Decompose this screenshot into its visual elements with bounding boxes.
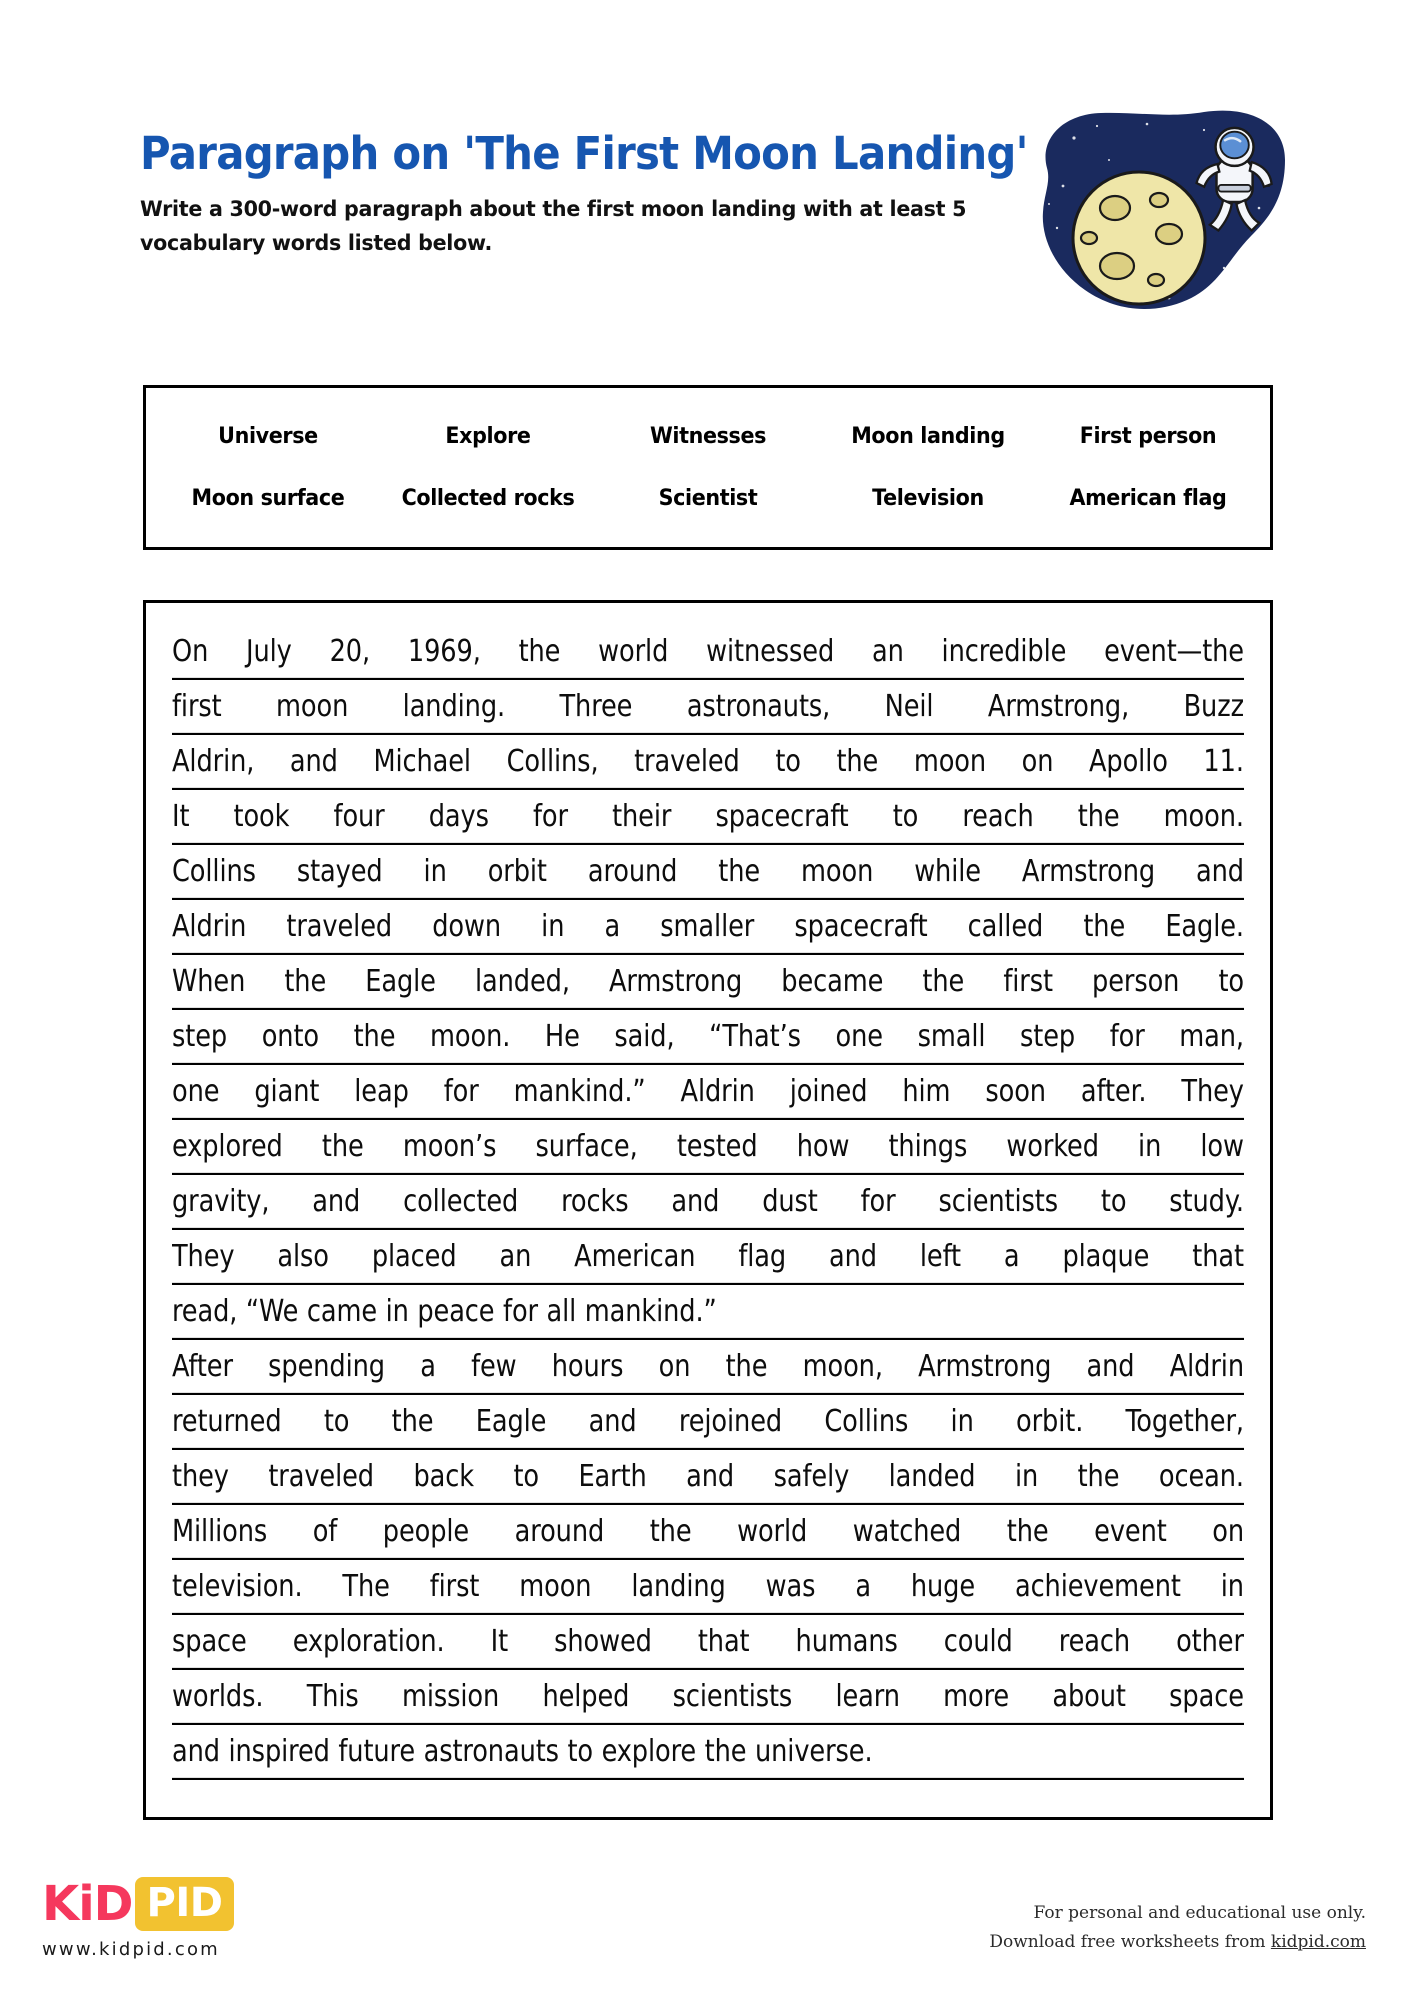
- paragraph-word: after.: [1080, 1073, 1147, 1109]
- paragraph-word: orbit.: [1016, 1403, 1084, 1439]
- paragraph-word: the: [284, 963, 327, 999]
- paragraph-word: landing: [631, 1568, 726, 1604]
- paragraph-word: the: [704, 1733, 747, 1769]
- vocabulary-word: Scientist: [658, 486, 758, 511]
- paragraph-word: in: [1138, 1128, 1162, 1164]
- paragraph-word: learn: [835, 1678, 900, 1714]
- paragraph-word: left: [919, 1238, 961, 1274]
- paragraph-word: spending: [268, 1348, 385, 1384]
- paragraph-word: could: [943, 1623, 1013, 1659]
- paragraph-word: peace: [417, 1293, 495, 1329]
- paragraph-line: [172, 842, 1244, 900]
- paragraph-word: moon’s: [402, 1128, 497, 1164]
- paragraph-line: [172, 1282, 1244, 1340]
- paragraph-word: Aldrin: [680, 1073, 755, 1109]
- paragraph-word: moon: [801, 853, 874, 889]
- paragraph-line: [172, 1722, 1244, 1780]
- paragraph-word: to: [513, 1458, 539, 1494]
- paragraph-word: explore: [601, 1733, 697, 1769]
- paragraph-word: a: [1003, 1238, 1020, 1274]
- paragraph-word: in: [541, 908, 565, 944]
- vocabulary-word: First person: [1079, 424, 1217, 449]
- paragraph-word: to: [892, 798, 919, 834]
- paragraph-word: joined: [789, 1073, 868, 1109]
- paragraph-word: to: [1100, 1183, 1127, 1219]
- paragraph-word: back: [413, 1458, 474, 1494]
- paragraph-word: they: [172, 1458, 229, 1494]
- paragraph-word: more: [943, 1678, 1010, 1714]
- paragraph-word: on: [1021, 743, 1054, 779]
- paragraph-word: in: [950, 1403, 974, 1439]
- paragraph-word: Armstrong,: [987, 688, 1130, 724]
- logo-website-url: www.kidpid.com: [42, 1939, 220, 1960]
- paragraph-word: It: [490, 1623, 509, 1659]
- paragraph-word: moon: [519, 1568, 592, 1604]
- logo-kid-text: KiD: [42, 1876, 133, 1932]
- paragraph-word: few: [471, 1348, 517, 1384]
- paragraph-word: spacecraft: [715, 798, 849, 834]
- paragraph-line: [172, 1502, 1244, 1560]
- paragraph-word: first: [1003, 963, 1053, 999]
- paragraph-word: Eagle: [475, 1403, 547, 1439]
- vocabulary-word: Witnesses: [649, 424, 767, 449]
- paragraph-word: for: [1109, 1018, 1145, 1054]
- paragraph-word: and: [829, 1238, 877, 1274]
- vocabulary-row: [158, 468, 1258, 530]
- paragraph-word: the: [321, 1128, 364, 1164]
- paragraph-word: hours: [551, 1348, 624, 1384]
- paragraph-word: traveled: [634, 743, 740, 779]
- paragraph-word: tested: [676, 1128, 758, 1164]
- paragraph-word: worlds.: [172, 1678, 264, 1714]
- paragraph-word: step: [172, 1018, 228, 1054]
- paragraph-word: the: [836, 743, 879, 779]
- paragraph-word: inspired: [228, 1733, 330, 1769]
- paragraph-word: that: [697, 1623, 750, 1659]
- paragraph-word: When: [172, 963, 246, 999]
- paragraph-word: the: [718, 853, 761, 889]
- paragraph-word: for: [443, 1073, 479, 1109]
- paragraph-word: Buzz: [1183, 688, 1244, 724]
- paragraph-word: huge: [910, 1568, 976, 1604]
- paragraph-word: all: [546, 1293, 577, 1329]
- paragraph-word: incredible: [941, 633, 1067, 669]
- paragraph-word: achievement: [1014, 1568, 1181, 1604]
- paragraph-word: of: [312, 1513, 338, 1549]
- paragraph-word: Michael: [373, 743, 471, 779]
- paragraph-word: the: [922, 963, 965, 999]
- paragraph-word: on: [658, 1348, 691, 1384]
- astronaut-moon-illustration: [1019, 108, 1289, 323]
- paragraph-word: around: [587, 853, 678, 889]
- paragraph-line: [172, 1227, 1244, 1285]
- paragraph-word: universe.: [754, 1733, 873, 1769]
- paragraph-word: space: [172, 1623, 247, 1659]
- paragraph-word: After: [172, 1348, 233, 1384]
- paragraph-word: and: [172, 1733, 220, 1769]
- paragraph-word: onto: [261, 1018, 319, 1054]
- paragraph-word: Armstrong: [918, 1348, 1052, 1384]
- paragraph-line: [172, 622, 1244, 680]
- paragraph-word: him: [902, 1073, 951, 1109]
- paragraph-word: television.: [172, 1568, 303, 1604]
- paragraph-word: about: [1052, 1678, 1126, 1714]
- paragraph-word: things: [888, 1128, 968, 1164]
- paragraph-line: [172, 787, 1244, 845]
- paragraph-word: Eagle.: [1165, 908, 1244, 944]
- paragraph-word: and: [686, 1458, 735, 1494]
- paragraph-word: July: [246, 633, 292, 669]
- paragraph-word: worked: [1006, 1128, 1099, 1164]
- paragraph-word: He: [544, 1018, 580, 1054]
- paragraph-word: that: [1192, 1238, 1244, 1274]
- paragraph-word: moon.: [430, 1018, 511, 1054]
- paragraph-word: in: [385, 1293, 409, 1329]
- page-title: Paragraph on 'The First Moon Landing': [140, 127, 1028, 180]
- vocabulary-word: Moon landing: [851, 424, 1005, 449]
- paragraph-word: in: [1220, 1568, 1244, 1604]
- paragraph-word: the: [353, 1018, 396, 1054]
- paragraph-word: spacecraft: [794, 908, 928, 944]
- paragraph-word: small: [917, 1018, 986, 1054]
- paragraph-word: moon: [276, 688, 349, 724]
- paragraph-word: an: [499, 1238, 532, 1274]
- paragraph-word: leap: [354, 1073, 409, 1109]
- paragraph-word: rejoined: [678, 1403, 783, 1439]
- paragraph-word: a: [855, 1568, 871, 1604]
- paragraph-word: how: [796, 1128, 850, 1164]
- paragraph-word: in: [423, 853, 447, 889]
- paragraph-word: was: [765, 1568, 816, 1604]
- vocabulary-word: Explore: [445, 424, 531, 449]
- paragraph-word: smaller: [660, 908, 755, 944]
- paragraph-word: They: [1181, 1073, 1244, 1109]
- paragraph-word: step: [1020, 1018, 1076, 1054]
- vocabulary-word: Collected rocks: [401, 486, 575, 511]
- paragraph-word: Earth: [578, 1458, 647, 1494]
- paragraph-word: Collins: [172, 853, 256, 889]
- paragraph-line: [172, 952, 1244, 1010]
- paragraph-word: surface,: [535, 1128, 638, 1164]
- vocabulary-row: [158, 406, 1258, 468]
- paragraph-word: and: [312, 1183, 361, 1219]
- paragraph-word: and: [1086, 1348, 1135, 1384]
- paragraph-word: world: [598, 633, 669, 669]
- paragraph-line: [172, 1557, 1244, 1615]
- paragraph-word: took: [233, 798, 290, 834]
- paragraph-word: came: [306, 1293, 378, 1329]
- paragraph-word: said,: [614, 1018, 675, 1054]
- paragraph-word: landed: [888, 1458, 976, 1494]
- paragraph-word: to: [775, 743, 801, 779]
- paragraph-word: around: [514, 1513, 605, 1549]
- paragraph-word: Eagle: [365, 963, 436, 999]
- paragraph-word: for: [860, 1183, 896, 1219]
- page-footer: [0, 1820, 1414, 2000]
- paragraph-word: called: [967, 908, 1044, 944]
- paragraph-word: their: [612, 798, 672, 834]
- paragraph-word: the: [1077, 798, 1120, 834]
- paragraph-word: It: [172, 798, 190, 834]
- paragraph-word: read,: [172, 1293, 238, 1329]
- kidpid-link[interactable]: kidpid.com: [1270, 1932, 1366, 1953]
- paragraph-word: four: [333, 798, 385, 834]
- paragraph-word: watched: [852, 1513, 962, 1549]
- vocabulary-word: American flag: [1069, 486, 1227, 511]
- paragraph-word: humans: [795, 1623, 898, 1659]
- paragraph-word: an: [871, 633, 904, 669]
- paragraph-word: moon: [913, 743, 987, 779]
- paragraph-word: down: [432, 908, 502, 944]
- paragraph-word: first: [429, 1568, 480, 1604]
- paragraph-line: [172, 1062, 1244, 1120]
- paragraph-word: low: [1200, 1128, 1244, 1164]
- footer-note-line-1: For personal and educational use only.: [1033, 1902, 1366, 1923]
- paragraph-word: landing.: [402, 688, 506, 724]
- paragraph-word: the: [1077, 1458, 1120, 1494]
- paragraph-word: for: [533, 798, 568, 834]
- paragraph-line: [172, 732, 1244, 790]
- footer-note-line-2: [989, 1928, 1366, 1958]
- paragraph-word: and: [1196, 853, 1244, 889]
- paragraph-word: traveled: [268, 1458, 374, 1494]
- paragraph-word: gravity,: [172, 1183, 270, 1219]
- paragraph-word: reach: [1058, 1623, 1131, 1659]
- paragraph-word: the: [391, 1403, 434, 1439]
- paragraph-word: space: [1169, 1678, 1244, 1714]
- paragraph-word: safely: [773, 1458, 850, 1494]
- paragraph-line: [172, 1447, 1244, 1505]
- paragraph-word: people: [382, 1513, 470, 1549]
- paragraph-word: showed: [554, 1623, 652, 1659]
- paragraph-word: first: [172, 688, 222, 724]
- vocabulary-word-bank: [143, 385, 1273, 550]
- paragraph-word: American: [574, 1238, 696, 1274]
- footer-usage-note: [989, 1899, 1366, 1959]
- paragraph-word: future: [338, 1733, 416, 1769]
- paragraph-word: helped: [542, 1678, 630, 1714]
- logo-pid-text: PID: [135, 1877, 235, 1931]
- paragraph-word: to: [323, 1403, 350, 1439]
- paragraph-word: moon,: [802, 1348, 883, 1384]
- paragraph-word: “We: [245, 1293, 299, 1329]
- footer-note-prefix: Download free worksheets from: [989, 1932, 1271, 1953]
- paragraph-word: man,: [1179, 1018, 1244, 1054]
- paragraph-word: collected: [403, 1183, 519, 1219]
- paragraph-word: Three: [559, 688, 633, 724]
- paragraph-word: ocean.: [1158, 1458, 1244, 1494]
- paragraph-word: placed: [371, 1238, 457, 1274]
- paragraph-word: also: [277, 1238, 329, 1274]
- paragraph-word: 1969,: [407, 633, 481, 669]
- paragraph-line: [172, 1337, 1244, 1395]
- paragraph-word: one: [835, 1018, 883, 1054]
- paragraph-word: on: [1212, 1513, 1244, 1549]
- paragraph-line: [172, 897, 1244, 955]
- paragraph-word: dust: [762, 1183, 818, 1219]
- paragraph-word: stayed: [296, 853, 383, 889]
- paragraph-word: scientists: [672, 1678, 793, 1714]
- paragraph-word: the: [1083, 908, 1126, 944]
- paragraph-line: [172, 677, 1244, 735]
- paragraph-word: Armstrong: [1021, 853, 1156, 889]
- paragraph-word: event—the: [1104, 633, 1244, 669]
- paragraph-word: witnessed: [706, 633, 835, 669]
- vocabulary-word: Universe: [218, 424, 318, 449]
- paragraph-word: 11.: [1203, 743, 1244, 779]
- paragraph-word: the: [649, 1513, 692, 1549]
- paragraph-word: reach: [962, 798, 1034, 834]
- paragraph-word: and: [289, 743, 338, 779]
- paragraph-word: exploration.: [292, 1623, 445, 1659]
- paragraph-word: other: [1176, 1623, 1244, 1659]
- paragraph-word: Aldrin: [1169, 1348, 1244, 1384]
- vocabulary-word: Moon surface: [191, 486, 345, 511]
- paragraph-word: “That’s: [709, 1018, 801, 1054]
- paragraph-word: This: [306, 1678, 359, 1714]
- paragraph-word: They: [172, 1238, 235, 1274]
- paragraph-word: traveled: [286, 908, 393, 944]
- paragraph-word: the: [1006, 1513, 1049, 1549]
- paragraph-word: Millions: [172, 1513, 268, 1549]
- paragraph-line: [172, 1392, 1244, 1450]
- paragraph-word: rocks: [561, 1183, 629, 1219]
- paragraph-word: one: [172, 1073, 220, 1109]
- paragraph-word: The: [342, 1568, 390, 1604]
- paragraph-word: explored: [172, 1128, 283, 1164]
- paragraph-word: returned: [172, 1403, 282, 1439]
- paragraph-word: and: [671, 1183, 720, 1219]
- paragraph-word: to: [1218, 963, 1244, 999]
- paragraph-word: to: [567, 1733, 594, 1769]
- paragraph-word: the: [518, 633, 561, 669]
- kidpid-logo: [42, 1877, 342, 1960]
- paragraph-word: astronauts: [423, 1733, 559, 1769]
- paragraph-word: mankind.”: [584, 1293, 717, 1329]
- paragraph-line: [172, 1612, 1244, 1670]
- paragraph-word: mission: [401, 1678, 500, 1714]
- paragraph-word: Collins: [824, 1403, 909, 1439]
- paragraph-word: Armstrong: [608, 963, 743, 999]
- paragraph-word: moon.: [1163, 798, 1244, 834]
- paragraph-line: [172, 1007, 1244, 1065]
- vocabulary-word: Television: [872, 486, 984, 511]
- paragraph-word: flag: [738, 1238, 787, 1274]
- instructions-text: Write a 300-word paragraph about the first moon landing with at least 5 vocabulary words listed below.: [140, 197, 967, 256]
- paragraph-word: Apollo: [1088, 743, 1168, 779]
- paragraph-word: astronauts,: [686, 688, 831, 724]
- paragraph-word: mankind.”: [513, 1073, 646, 1109]
- paragraph-line: [172, 1172, 1244, 1230]
- paragraph-word: plaque: [1062, 1238, 1150, 1274]
- paragraph-word: a: [420, 1348, 436, 1384]
- paragraph-word: Neil: [884, 688, 934, 724]
- paragraph-word: Together,: [1125, 1403, 1244, 1439]
- paragraph-word: the: [725, 1348, 768, 1384]
- paragraph-word: person: [1092, 963, 1180, 999]
- paragraph-writing-area[interactable]: [143, 600, 1273, 1820]
- paragraph-word: soon: [985, 1073, 1046, 1109]
- paragraph-word: for: [503, 1293, 538, 1329]
- paragraph-word: days: [428, 798, 489, 834]
- paragraph-word: Collins,: [506, 743, 599, 779]
- paragraph-word: in: [1014, 1458, 1039, 1494]
- paragraph-word: On: [172, 633, 209, 669]
- paragraph-line: [172, 1117, 1244, 1175]
- paragraph-word: Aldrin: [172, 908, 247, 944]
- paragraph-word: and: [588, 1403, 637, 1439]
- paragraph-word: scientists: [938, 1183, 1058, 1219]
- paragraph-word: became: [781, 963, 884, 999]
- paragraph-word: 20,: [329, 633, 371, 669]
- paragraph-word: giant: [254, 1073, 320, 1109]
- paragraph-word: a: [604, 908, 621, 944]
- paragraph-word: landed,: [474, 963, 570, 999]
- paragraph-word: study.: [1169, 1183, 1244, 1219]
- paragraph-word: event: [1094, 1513, 1167, 1549]
- paragraph-word: orbit: [487, 853, 547, 889]
- paragraph-line: [172, 1667, 1244, 1725]
- paragraph-word: Aldrin,: [172, 743, 255, 779]
- logo-mark: [42, 1877, 342, 1931]
- paragraph-word: while: [914, 853, 981, 889]
- paragraph-word: world: [737, 1513, 808, 1549]
